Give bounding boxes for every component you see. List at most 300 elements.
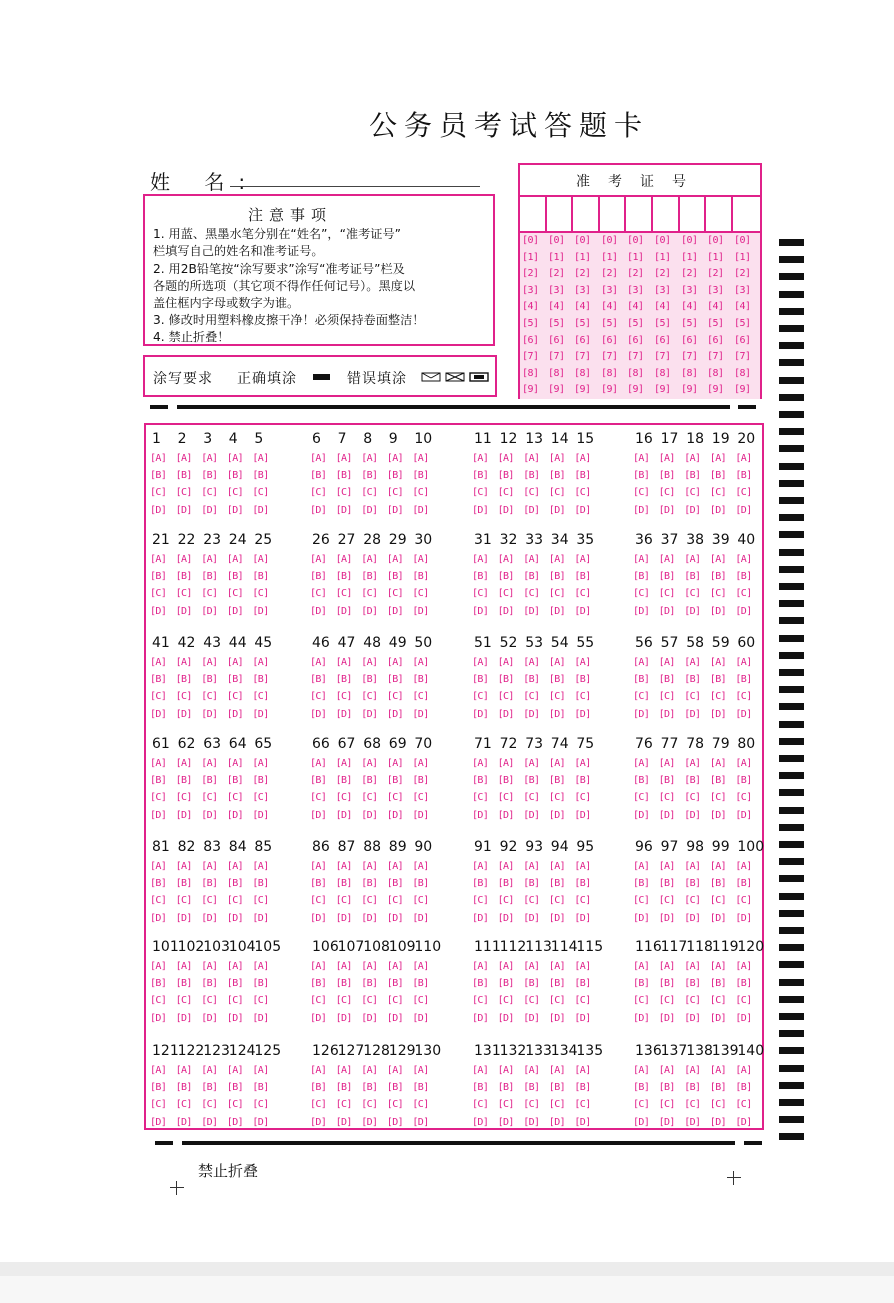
answer-option-bubble[interactable]: [D] <box>709 708 727 720</box>
answer-option-bubble[interactable]: [A] <box>658 1065 675 1076</box>
answer-option-bubble[interactable]: [D] <box>709 504 727 516</box>
answer-option-bubble[interactable]: [A] <box>175 554 192 565</box>
admission-digit-bubble[interactable]: [7] <box>734 351 751 363</box>
answer-option-bubble[interactable]: [D] <box>523 504 540 516</box>
answer-option-bubble[interactable]: [A] <box>523 861 540 872</box>
answer-option-bubble[interactable]: [A] <box>201 657 218 668</box>
answer-option-bubble[interactable]: [C] <box>684 1099 701 1111</box>
answer-option-bubble[interactable]: [B] <box>310 674 327 686</box>
answer-option-bubble[interactable]: [A] <box>150 554 167 565</box>
answer-option-bubble[interactable]: [B] <box>175 775 192 787</box>
answer-option-bubble[interactable]: [B] <box>386 470 404 482</box>
answer-option-bubble[interactable]: [A] <box>201 1065 218 1076</box>
answer-option-bubble[interactable]: [B] <box>201 1082 218 1094</box>
answer-option-bubble[interactable]: [D] <box>335 809 352 821</box>
answer-option-bubble[interactable]: [A] <box>472 961 489 972</box>
answer-option-bubble[interactable]: [D] <box>386 809 404 821</box>
answer-option-bubble[interactable]: [D] <box>709 605 727 617</box>
answer-option-bubble[interactable]: [A] <box>310 554 327 565</box>
answer-option-bubble[interactable]: [D] <box>201 708 218 720</box>
answer-option-bubble[interactable]: [A] <box>497 861 514 872</box>
answer-option-bubble[interactable]: [C] <box>386 995 404 1007</box>
admission-digit-bubble[interactable]: [9] <box>522 384 539 396</box>
answer-option-bubble[interactable]: [D] <box>497 708 514 720</box>
answer-option-bubble[interactable]: [B] <box>574 978 591 990</box>
answer-option-bubble[interactable]: [D] <box>310 1012 327 1024</box>
answer-option-bubble[interactable]: [B] <box>548 775 566 787</box>
answer-option-bubble[interactable]: [A] <box>386 554 404 565</box>
admission-digit-bubble[interactable]: [3] <box>548 284 565 296</box>
answer-option-bubble[interactable]: [D] <box>684 605 701 617</box>
answer-option-bubble[interactable]: [D] <box>226 605 244 617</box>
answer-option-bubble[interactable]: [D] <box>684 1012 701 1024</box>
answer-option-bubble[interactable]: [D] <box>548 809 566 821</box>
answer-option-bubble[interactable]: [C] <box>310 588 327 600</box>
answer-option-bubble[interactable]: [C] <box>523 895 540 907</box>
answer-option-bubble[interactable]: [D] <box>658 605 675 617</box>
answer-option-bubble[interactable]: [D] <box>335 1116 352 1128</box>
answer-option-bubble[interactable]: [A] <box>150 657 167 668</box>
admission-digit-bubble[interactable]: [8] <box>601 367 618 379</box>
answer-option-bubble[interactable]: [A] <box>335 961 352 972</box>
answer-option-bubble[interactable]: [D] <box>684 504 701 516</box>
answer-option-bubble[interactable]: [C] <box>361 995 378 1007</box>
answer-option-bubble[interactable]: [D] <box>252 809 269 821</box>
answer-option-bubble[interactable]: [A] <box>412 453 429 464</box>
answer-option-bubble[interactable]: [D] <box>633 912 650 924</box>
admission-digit-bubble[interactable]: [0] <box>681 235 698 246</box>
answer-option-bubble[interactable]: [D] <box>201 504 218 516</box>
answer-option-bubble[interactable]: [B] <box>523 775 540 787</box>
answer-option-bubble[interactable]: [B] <box>226 470 244 482</box>
answer-option-bubble[interactable]: [C] <box>412 1099 429 1111</box>
answer-option-bubble[interactable]: [A] <box>658 554 675 565</box>
answer-option-bubble[interactable]: [A] <box>574 453 591 464</box>
admission-digit-bubble[interactable]: [8] <box>707 367 724 379</box>
answer-option-bubble[interactable]: [C] <box>658 487 675 499</box>
answer-option-bubble[interactable]: [A] <box>412 961 429 972</box>
answer-option-bubble[interactable]: [C] <box>472 691 489 703</box>
answer-option-bubble[interactable]: [B] <box>335 775 352 787</box>
answer-option-bubble[interactable]: [C] <box>472 792 489 804</box>
answer-option-bubble[interactable]: [C] <box>361 691 378 703</box>
answer-option-bubble[interactable]: [A] <box>361 961 378 972</box>
answer-option-bubble[interactable]: [D] <box>497 504 514 516</box>
answer-option-bubble[interactable]: [D] <box>412 1012 429 1024</box>
answer-option-bubble[interactable]: [B] <box>548 674 566 686</box>
admission-digit-bubble[interactable]: [5] <box>681 318 698 329</box>
answer-option-bubble[interactable]: [A] <box>175 657 192 668</box>
answer-option-bubble[interactable]: [A] <box>310 1065 327 1076</box>
admission-digit-bubble[interactable]: [6] <box>681 334 698 346</box>
answer-option-bubble[interactable]: [D] <box>252 708 269 720</box>
answer-option-bubble[interactable]: [D] <box>386 708 404 720</box>
answer-option-bubble[interactable]: [B] <box>472 775 489 787</box>
answer-option-bubble[interactable]: [D] <box>150 708 167 720</box>
answer-option-bubble[interactable]: [C] <box>252 895 269 907</box>
admission-digit-bubble[interactable]: [2] <box>734 268 751 280</box>
answer-option-bubble[interactable]: [D] <box>658 809 675 821</box>
answer-option-bubble[interactable]: [B] <box>574 878 591 890</box>
answer-option-bubble[interactable]: [D] <box>548 605 566 617</box>
answer-option-bubble[interactable]: [C] <box>361 588 378 600</box>
admission-digit-bubble[interactable]: [3] <box>601 284 618 296</box>
answer-option-bubble[interactable]: [B] <box>310 775 327 787</box>
answer-option-bubble[interactable]: [D] <box>150 504 167 516</box>
answer-option-bubble[interactable]: [B] <box>226 978 244 990</box>
admission-digit-bubble[interactable]: [1] <box>522 251 539 263</box>
answer-option-bubble[interactable]: [D] <box>497 1012 514 1024</box>
admission-digit-bubble[interactable]: [0] <box>627 235 644 246</box>
answer-option-bubble[interactable]: [B] <box>735 470 752 482</box>
admission-digit-bubble[interactable]: [8] <box>654 367 671 379</box>
answer-option-bubble[interactable]: [B] <box>633 571 650 583</box>
answer-option-bubble[interactable]: [D] <box>735 912 752 924</box>
answer-option-bubble[interactable]: [D] <box>412 912 429 924</box>
answer-option-bubble[interactable]: [D] <box>386 504 404 516</box>
admission-digit-bubble[interactable]: [3] <box>654 284 671 296</box>
answer-option-bubble[interactable]: [A] <box>252 961 269 972</box>
answer-option-bubble[interactable]: [D] <box>386 1116 404 1128</box>
answer-option-bubble[interactable]: [C] <box>684 487 701 499</box>
answer-option-bubble[interactable]: [D] <box>684 708 701 720</box>
answer-option-bubble[interactable]: [D] <box>472 809 489 821</box>
answer-option-bubble[interactable]: [C] <box>472 995 489 1007</box>
answer-option-bubble[interactable]: [B] <box>472 878 489 890</box>
answer-option-bubble[interactable]: [C] <box>574 792 591 804</box>
answer-option-bubble[interactable]: [C] <box>412 691 429 703</box>
answer-option-bubble[interactable]: [D] <box>548 1116 566 1128</box>
answer-option-bubble[interactable]: [B] <box>709 470 727 482</box>
answer-option-bubble[interactable]: [D] <box>175 605 192 617</box>
answer-option-bubble[interactable]: [A] <box>361 453 378 464</box>
name-field[interactable] <box>230 186 480 187</box>
answer-option-bubble[interactable]: [C] <box>548 588 566 600</box>
answer-option-bubble[interactable]: [D] <box>252 504 269 516</box>
answer-option-bubble[interactable]: [D] <box>658 1116 675 1128</box>
answer-option-bubble[interactable]: [C] <box>548 895 566 907</box>
answer-option-bubble[interactable]: [D] <box>201 809 218 821</box>
answer-option-bubble[interactable]: [D] <box>361 708 378 720</box>
answer-option-bubble[interactable]: [C] <box>633 995 650 1007</box>
answer-option-bubble[interactable]: [D] <box>252 605 269 617</box>
answer-option-bubble[interactable]: [C] <box>497 588 514 600</box>
answer-option-bubble[interactable]: [C] <box>386 895 404 907</box>
answer-option-bubble[interactable]: [D] <box>574 708 591 720</box>
answer-option-bubble[interactable]: [A] <box>735 453 752 464</box>
answer-option-bubble[interactable]: [D] <box>361 809 378 821</box>
answer-option-bubble[interactable]: [B] <box>497 674 514 686</box>
answer-option-bubble[interactable]: [D] <box>548 912 566 924</box>
answer-option-bubble[interactable]: [C] <box>709 995 727 1007</box>
answer-option-bubble[interactable]: [B] <box>574 775 591 787</box>
answer-option-bubble[interactable]: [C] <box>709 487 727 499</box>
admission-digit-cell[interactable] <box>547 197 573 231</box>
answer-option-bubble[interactable]: [B] <box>310 470 327 482</box>
answer-option-bubble[interactable]: [A] <box>386 657 404 668</box>
answer-option-bubble[interactable]: [D] <box>472 605 489 617</box>
answer-option-bubble[interactable]: [A] <box>226 554 244 565</box>
answer-option-bubble[interactable]: [C] <box>412 895 429 907</box>
answer-option-bubble[interactable]: [D] <box>226 1012 244 1024</box>
answer-option-bubble[interactable]: [A] <box>175 453 192 464</box>
admission-digit-bubble[interactable]: [9] <box>681 384 698 396</box>
answer-option-bubble[interactable]: [B] <box>310 978 327 990</box>
answer-option-bubble[interactable]: [D] <box>709 1012 727 1024</box>
answer-option-bubble[interactable]: [A] <box>361 554 378 565</box>
answer-option-bubble[interactable]: [D] <box>658 1012 675 1024</box>
answer-option-bubble[interactable]: [C] <box>548 691 566 703</box>
answer-option-bubble[interactable]: [B] <box>633 878 650 890</box>
answer-option-bubble[interactable]: [B] <box>201 978 218 990</box>
answer-option-bubble[interactable]: [C] <box>574 895 591 907</box>
answer-option-bubble[interactable]: [D] <box>150 605 167 617</box>
answer-option-bubble[interactable]: [D] <box>574 605 591 617</box>
answer-option-bubble[interactable]: [C] <box>386 1099 404 1111</box>
answer-option-bubble[interactable]: [D] <box>226 504 244 516</box>
answer-option-bubble[interactable]: [B] <box>709 878 727 890</box>
answer-option-bubble[interactable]: [B] <box>386 674 404 686</box>
answer-option-bubble[interactable]: [B] <box>226 571 244 583</box>
answer-option-bubble[interactable]: [A] <box>150 1065 167 1076</box>
answer-option-bubble[interactable]: [B] <box>175 470 192 482</box>
answer-option-bubble[interactable]: [B] <box>335 978 352 990</box>
answer-option-bubble[interactable]: [D] <box>735 809 752 821</box>
answer-option-bubble[interactable]: [A] <box>310 453 327 464</box>
answer-option-bubble[interactable]: [D] <box>310 809 327 821</box>
answer-option-bubble[interactable]: [B] <box>548 978 566 990</box>
answer-option-bubble[interactable]: [B] <box>497 978 514 990</box>
answer-option-bubble[interactable]: [B] <box>574 470 591 482</box>
answer-option-bubble[interactable]: [D] <box>310 708 327 720</box>
answer-option-bubble[interactable]: [B] <box>386 571 404 583</box>
answer-option-bubble[interactable]: [C] <box>252 792 269 804</box>
admission-digit-bubble[interactable]: [6] <box>522 334 539 346</box>
answer-option-bubble[interactable]: [B] <box>412 571 429 583</box>
answer-option-bubble[interactable]: [D] <box>175 1116 192 1128</box>
answer-option-bubble[interactable]: [C] <box>335 1099 352 1111</box>
answer-option-bubble[interactable]: [B] <box>412 775 429 787</box>
answer-option-bubble[interactable]: [B] <box>472 978 489 990</box>
answer-option-bubble[interactable]: [A] <box>252 657 269 668</box>
answer-option-bubble[interactable]: [A] <box>574 758 591 769</box>
answer-option-bubble[interactable]: [A] <box>709 961 727 972</box>
answer-option-bubble[interactable]: [B] <box>252 978 269 990</box>
answer-option-bubble[interactable]: [B] <box>633 978 650 990</box>
answer-option-bubble[interactable]: [B] <box>574 674 591 686</box>
answer-option-bubble[interactable]: [D] <box>523 708 540 720</box>
admission-digit-bubble[interactable]: [2] <box>601 268 618 280</box>
answer-option-bubble[interactable]: [A] <box>335 1065 352 1076</box>
answer-option-bubble[interactable]: [A] <box>252 758 269 769</box>
admission-digit-bubble[interactable]: [1] <box>627 251 644 263</box>
answer-option-bubble[interactable]: [B] <box>252 775 269 787</box>
admission-digit-bubble[interactable]: [6] <box>574 334 591 346</box>
answer-option-bubble[interactable]: [C] <box>497 895 514 907</box>
answer-option-bubble[interactable]: [A] <box>709 657 727 668</box>
answer-option-bubble[interactable]: [C] <box>472 487 489 499</box>
answer-option-bubble[interactable]: [A] <box>175 758 192 769</box>
answer-option-bubble[interactable]: [C] <box>497 792 514 804</box>
answer-option-bubble[interactable]: [A] <box>472 861 489 872</box>
admission-digit-bubble[interactable]: [5] <box>707 318 724 329</box>
answer-option-bubble[interactable]: [B] <box>684 775 701 787</box>
admission-digit-cell[interactable] <box>600 197 626 231</box>
answer-option-bubble[interactable]: [B] <box>684 470 701 482</box>
answer-option-bubble[interactable]: [C] <box>548 1099 566 1111</box>
answer-option-bubble[interactable]: [B] <box>175 878 192 890</box>
admission-digit-bubble[interactable]: [1] <box>707 251 724 263</box>
answer-option-bubble[interactable]: [A] <box>709 554 727 565</box>
answer-option-bubble[interactable]: [A] <box>735 1065 752 1076</box>
answer-option-bubble[interactable]: [B] <box>252 470 269 482</box>
admission-digit-bubble[interactable]: [7] <box>681 351 698 363</box>
answer-option-bubble[interactable]: [D] <box>658 708 675 720</box>
answer-option-bubble[interactable]: [B] <box>335 470 352 482</box>
answer-option-bubble[interactable]: [C] <box>226 1099 244 1111</box>
answer-option-bubble[interactable]: [A] <box>523 453 540 464</box>
answer-option-bubble[interactable]: [B] <box>684 978 701 990</box>
answer-option-bubble[interactable]: [B] <box>150 978 167 990</box>
answer-option-bubble[interactable]: [B] <box>175 978 192 990</box>
answer-option-bubble[interactable]: [B] <box>252 878 269 890</box>
answer-option-bubble[interactable]: [D] <box>412 809 429 821</box>
answer-option-bubble[interactable]: [D] <box>361 1116 378 1128</box>
answer-option-bubble[interactable]: [D] <box>574 809 591 821</box>
answer-option-bubble[interactable]: [D] <box>735 708 752 720</box>
answer-option-bubble[interactable]: [D] <box>412 504 429 516</box>
answer-option-bubble[interactable]: [C] <box>361 1099 378 1111</box>
admission-digit-bubble[interactable]: [5] <box>654 318 671 329</box>
answer-option-bubble[interactable]: [B] <box>150 775 167 787</box>
answer-option-bubble[interactable]: [C] <box>497 1099 514 1111</box>
answer-option-bubble[interactable]: [B] <box>310 1082 327 1094</box>
answer-option-bubble[interactable]: [D] <box>633 1012 650 1024</box>
answer-option-bubble[interactable]: [C] <box>226 895 244 907</box>
answer-option-bubble[interactable]: [D] <box>335 912 352 924</box>
answer-option-bubble[interactable]: [C] <box>684 895 701 907</box>
answer-option-bubble[interactable]: [C] <box>226 487 244 499</box>
admission-digit-bubble[interactable]: [1] <box>601 251 618 263</box>
answer-option-bubble[interactable]: [C] <box>175 487 192 499</box>
answer-option-bubble[interactable]: [D] <box>548 504 566 516</box>
answer-option-bubble[interactable]: [A] <box>684 861 701 872</box>
admission-digit-bubble[interactable]: [2] <box>522 268 539 280</box>
answer-option-bubble[interactable]: [B] <box>150 878 167 890</box>
answer-option-bubble[interactable]: [A] <box>175 861 192 872</box>
admission-digit-bubble[interactable]: [4] <box>522 301 539 313</box>
answer-option-bubble[interactable]: [A] <box>633 554 650 565</box>
answer-option-bubble[interactable]: [D] <box>523 912 540 924</box>
answer-option-bubble[interactable]: [B] <box>735 978 752 990</box>
answer-option-bubble[interactable]: [C] <box>310 792 327 804</box>
answer-option-bubble[interactable]: [D] <box>201 912 218 924</box>
answer-option-bubble[interactable]: [A] <box>252 1065 269 1076</box>
answer-option-bubble[interactable]: [C] <box>523 588 540 600</box>
answer-option-bubble[interactable]: [C] <box>633 588 650 600</box>
admission-digit-bubble[interactable]: [1] <box>574 251 591 263</box>
admission-digit-bubble[interactable]: [6] <box>734 334 751 346</box>
answer-option-bubble[interactable]: [B] <box>523 571 540 583</box>
answer-option-bubble[interactable]: [C] <box>150 1099 167 1111</box>
answer-option-bubble[interactable]: [A] <box>684 453 701 464</box>
admission-digit-bubble[interactable]: [9] <box>627 384 644 396</box>
answer-option-bubble[interactable]: [B] <box>523 1082 540 1094</box>
answer-option-bubble[interactable]: [A] <box>548 961 566 972</box>
admission-digit-bubble[interactable]: [9] <box>601 384 618 396</box>
answer-option-bubble[interactable]: [B] <box>497 1082 514 1094</box>
answer-option-bubble[interactable]: [B] <box>658 878 675 890</box>
answer-option-bubble[interactable]: [D] <box>310 912 327 924</box>
answer-option-bubble[interactable]: [A] <box>574 961 591 972</box>
answer-option-bubble[interactable]: [B] <box>361 1082 378 1094</box>
answer-option-bubble[interactable]: [B] <box>658 978 675 990</box>
answer-option-bubble[interactable]: [A] <box>735 657 752 668</box>
admission-digit-bubble[interactable]: [0] <box>548 235 565 246</box>
admission-digit-bubble[interactable]: [8] <box>548 367 565 379</box>
admission-digit-bubble[interactable]: [3] <box>522 284 539 296</box>
admission-digit-bubble[interactable]: [1] <box>654 251 671 263</box>
answer-option-bubble[interactable]: [B] <box>412 878 429 890</box>
answer-option-bubble[interactable]: [A] <box>548 758 566 769</box>
admission-digit-cell[interactable] <box>520 197 547 231</box>
answer-option-bubble[interactable]: [C] <box>386 487 404 499</box>
answer-option-bubble[interactable]: [C] <box>412 487 429 499</box>
admission-digit-bubble[interactable]: [5] <box>548 318 565 329</box>
answer-option-bubble[interactable]: [C] <box>523 995 540 1007</box>
answer-option-bubble[interactable]: [C] <box>574 691 591 703</box>
answer-option-bubble[interactable]: [C] <box>548 995 566 1007</box>
answer-option-bubble[interactable]: [C] <box>574 1099 591 1111</box>
answer-option-bubble[interactable]: [C] <box>735 995 752 1007</box>
answer-option-bubble[interactable]: [A] <box>684 1065 701 1076</box>
answer-option-bubble[interactable]: [B] <box>709 571 727 583</box>
answer-option-bubble[interactable]: [D] <box>252 1116 269 1128</box>
admission-digit-bubble[interactable]: [5] <box>734 318 751 329</box>
answer-option-bubble[interactable]: [B] <box>361 470 378 482</box>
answer-option-bubble[interactable]: [C] <box>735 895 752 907</box>
answer-option-bubble[interactable]: [D] <box>497 605 514 617</box>
admission-digit-bubble[interactable]: [4] <box>574 301 591 313</box>
answer-option-bubble[interactable]: [D] <box>226 708 244 720</box>
answer-option-bubble[interactable]: [A] <box>633 1065 650 1076</box>
answer-option-bubble[interactable]: [A] <box>335 554 352 565</box>
admission-digit-cell[interactable] <box>573 197 600 231</box>
admission-digit-bubble[interactable]: [7] <box>707 351 724 363</box>
admission-digit-bubble[interactable]: [2] <box>627 268 644 280</box>
answer-option-bubble[interactable]: [D] <box>633 605 650 617</box>
answer-option-bubble[interactable]: [B] <box>735 571 752 583</box>
answer-option-bubble[interactable]: [D] <box>226 912 244 924</box>
answer-option-bubble[interactable]: [D] <box>574 912 591 924</box>
answer-option-bubble[interactable]: [C] <box>633 792 650 804</box>
answer-option-bubble[interactable]: [D] <box>658 912 675 924</box>
answer-option-bubble[interactable]: [B] <box>310 571 327 583</box>
answer-option-bubble[interactable]: [B] <box>175 674 192 686</box>
answer-option-bubble[interactable]: [B] <box>252 674 269 686</box>
answer-option-bubble[interactable]: [C] <box>150 691 167 703</box>
answer-option-bubble[interactable]: [D] <box>175 1012 192 1024</box>
admission-digit-bubble[interactable]: [0] <box>522 235 539 246</box>
answer-option-bubble[interactable]: [C] <box>201 895 218 907</box>
admission-digit-bubble[interactable]: [4] <box>601 301 618 313</box>
answer-option-bubble[interactable]: [B] <box>658 674 675 686</box>
answer-option-bubble[interactable]: [D] <box>497 809 514 821</box>
answer-option-bubble[interactable]: [B] <box>361 674 378 686</box>
answer-option-bubble[interactable]: [B] <box>201 878 218 890</box>
admission-digit-bubble[interactable]: [2] <box>548 268 565 280</box>
answer-option-bubble[interactable]: [C] <box>175 1099 192 1111</box>
